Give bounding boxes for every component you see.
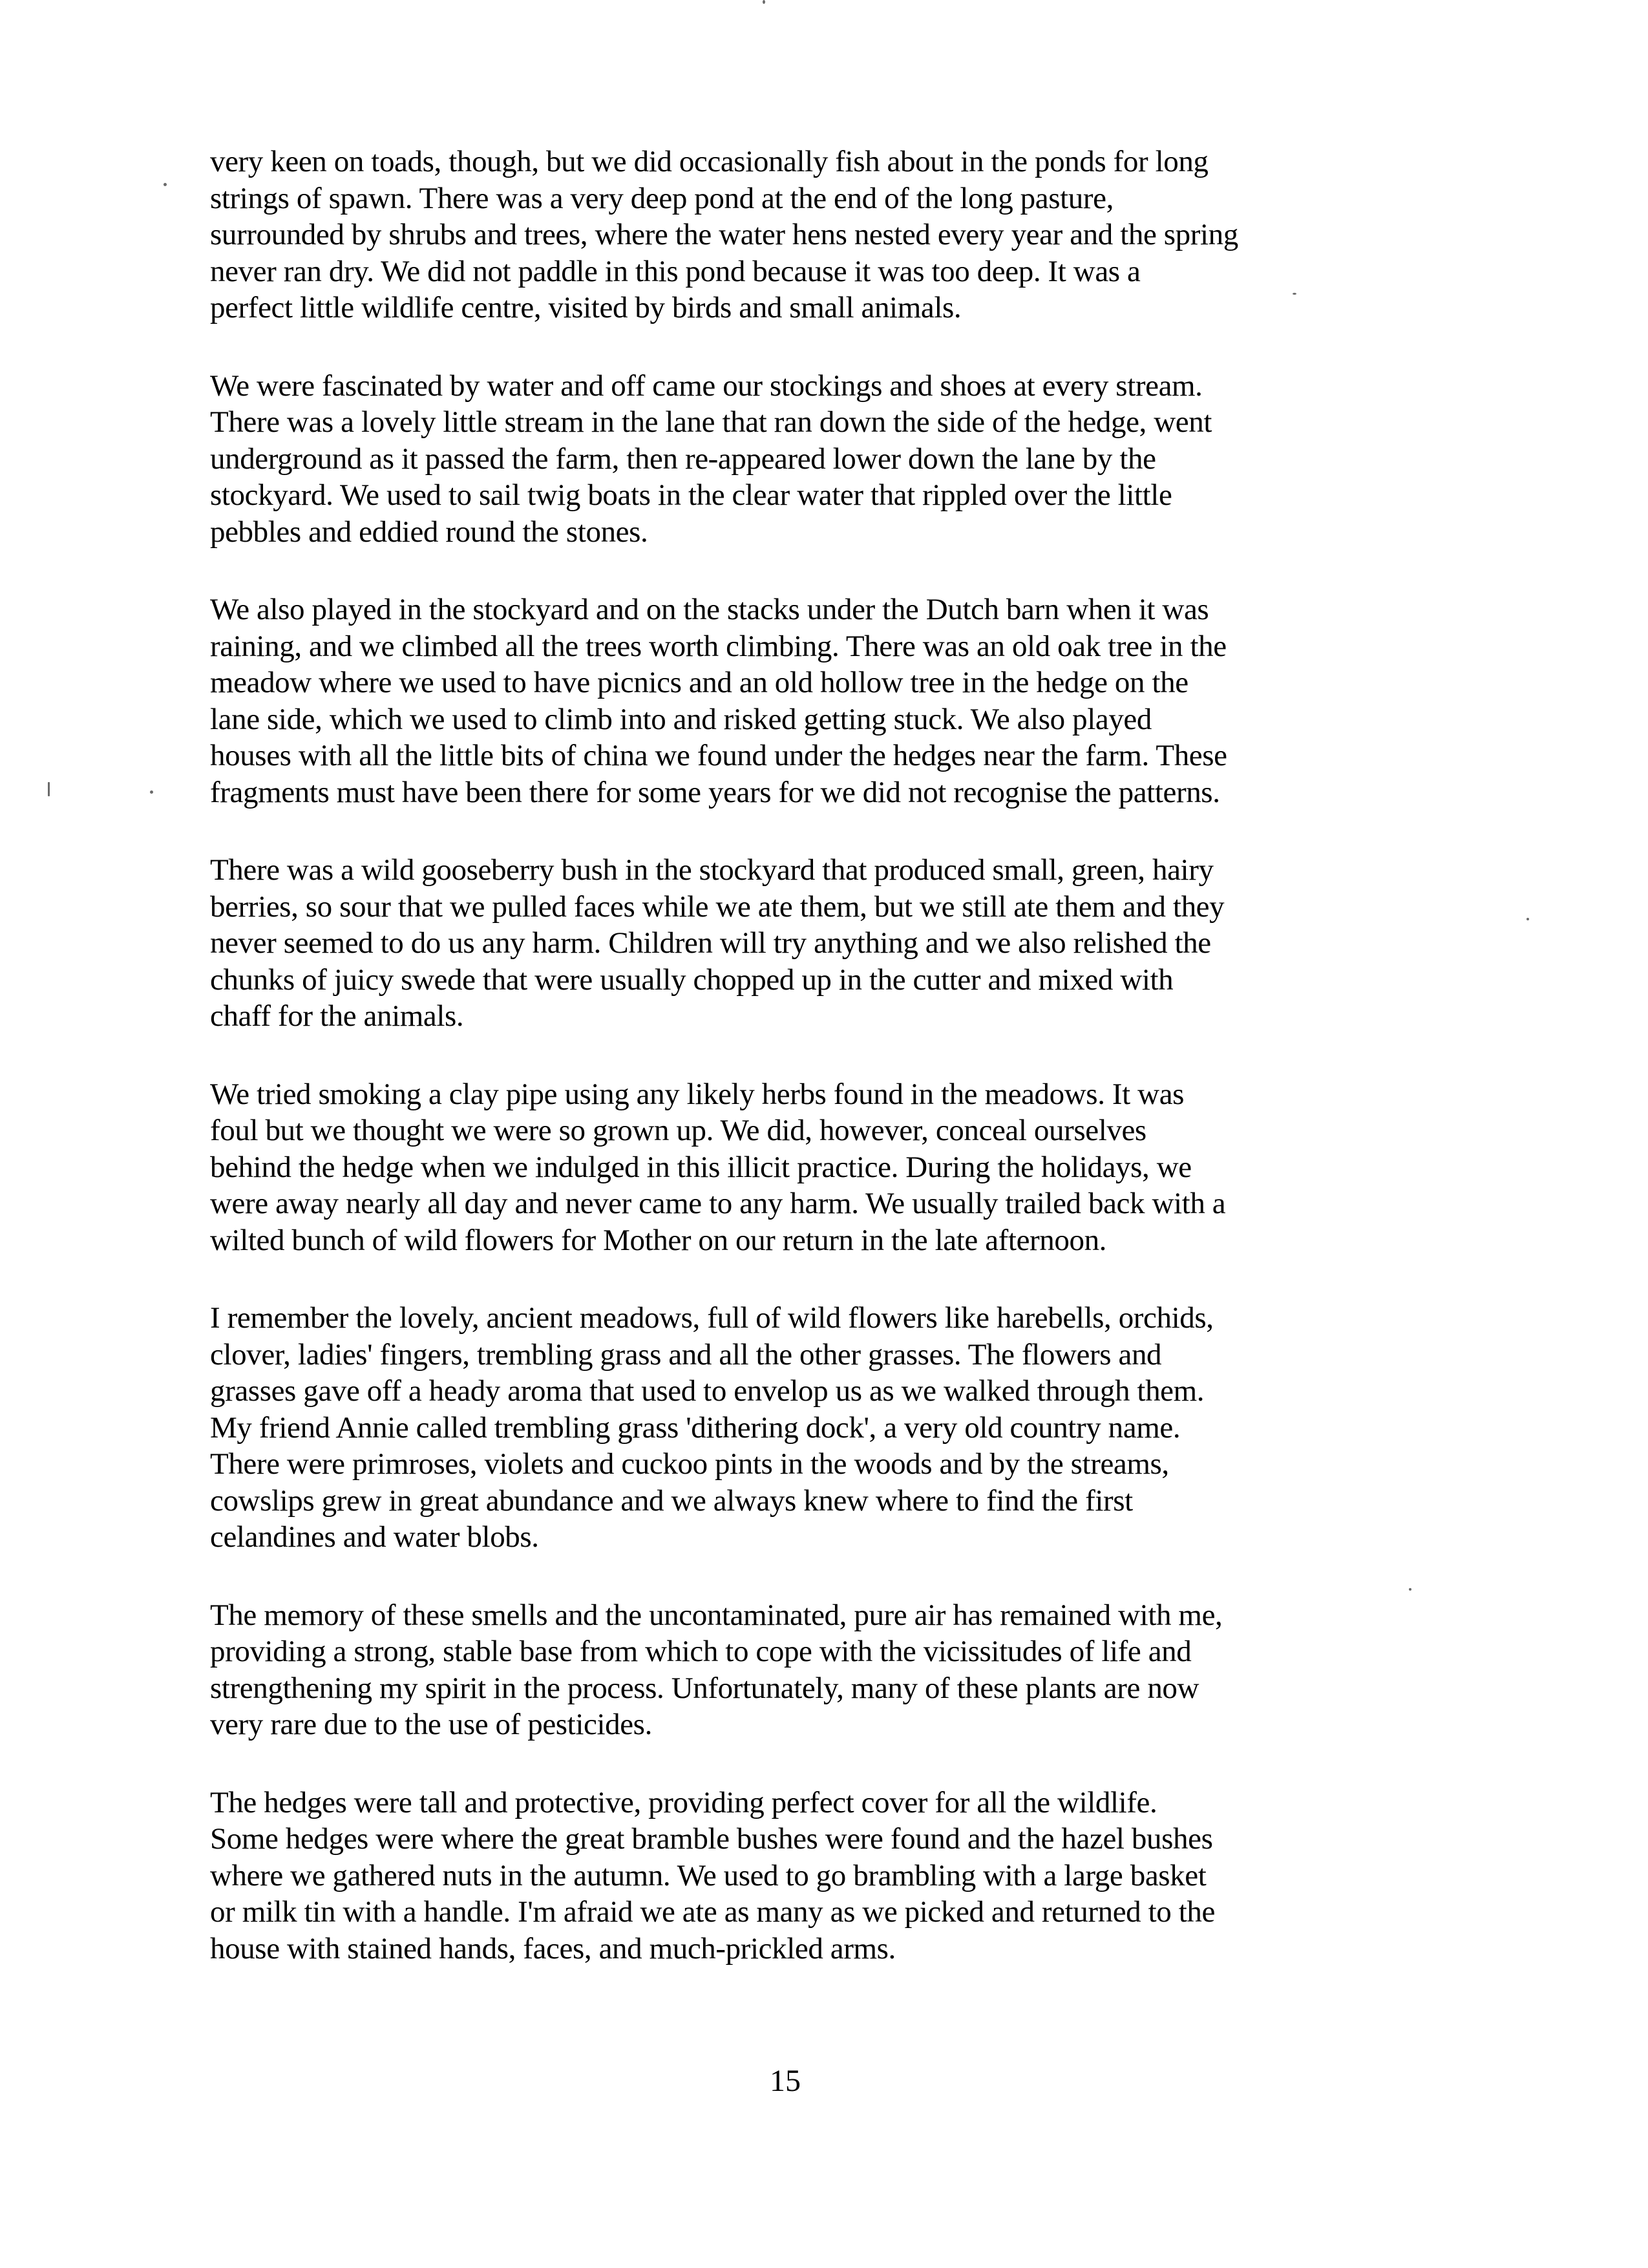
text-line: behind the hedge when we indulged in this illicit practice. During the holidays, we <box>210 1150 1192 1184</box>
paragraph-memory <box>210 1597 1399 1743</box>
scan-speck <box>1527 918 1529 920</box>
text-line: My friend Annie called trembling grass 'dithering dock', a very old country name. <box>210 1410 1181 1445</box>
scan-speck <box>1409 1588 1411 1591</box>
paragraph-ponds <box>210 143 1399 326</box>
paragraph-gooseberry <box>210 852 1399 1035</box>
text-line: The memory of these smells and the uncontaminated, pure air has remained with me, <box>210 1598 1223 1632</box>
text-line: I remember the lovely, ancient meadows, full of wild flowers like harebells, orchids, <box>210 1301 1214 1335</box>
page-number: 15 <box>770 2064 801 2098</box>
paragraph-stream <box>210 368 1399 551</box>
scan-speck <box>164 183 167 186</box>
text-line: or milk tin with a handle. I'm afraid we ate as many as we picked and returned to the <box>210 1895 1215 1929</box>
text-line: celandines and water blobs. <box>210 1520 539 1554</box>
text-line: meadow where we used to have picnics and an old hollow tree in the hedge on the <box>210 666 1188 699</box>
text-line: chunks of juicy swede that were usually chopped up in the cutter and mixed with <box>210 962 1174 997</box>
text-line: providing a strong, stable base from which to cope with the vicissitudes of life and <box>210 1635 1192 1668</box>
text-line: cowslips grew in great abundance and we always knew where to find the first <box>210 1483 1133 1518</box>
text-line: strengthening my spirit in the process. Unfortunately, many of these plants are now <box>210 1671 1199 1705</box>
text-line: There was a wild gooseberry bush in the stockyard that produced small, green, hairy <box>210 853 1214 887</box>
text-line: We also played in the stockyard and on the stacks under the Dutch barn when it was <box>210 593 1209 626</box>
paragraph-stockyard <box>210 591 1399 811</box>
text-line: where we gathered nuts in the autumn. We used to go brambling with a large basket <box>210 1858 1207 1892</box>
text-line: fragments must have been there for some years for we did not recognise the patterns. <box>210 775 1220 809</box>
text-line: The hedges were tall and protective, providing perfect cover for all the wildlife. <box>210 1785 1157 1819</box>
text-line: We were fascinated by water and off came our stockings and shoes at every stream. <box>210 368 1203 403</box>
text-line: Some hedges were where the great bramble bushes were found and the hazel bushes <box>210 1822 1213 1856</box>
scan-speck <box>48 782 50 796</box>
text-line: never seemed to do us any harm. Children will try anything and we also relished the <box>210 926 1211 960</box>
text-line: house with stained hands, faces, and much-prickled arms. <box>210 1931 896 1966</box>
text-line: very keen on toads, though, but we did occasionally fish about in the ponds for long <box>210 145 1209 178</box>
text-line: surrounded by shrubs and trees, where the water hens nested every year and the spring <box>210 218 1238 251</box>
text-line: very rare due to the use of pesticides. <box>210 1708 652 1741</box>
text-line: foul but we thought we were so grown up. We did, however, conceal ourselves <box>210 1114 1146 1147</box>
text-line: stockyard. We used to sail twig boats in the clear water that rippled over the little <box>210 478 1172 512</box>
paragraph-meadows <box>210 1300 1399 1556</box>
text-line: perfect little wildlife centre, visited by birds and small animals. <box>210 291 962 324</box>
text-line: never ran dry. We did not paddle in this pond because it was too deep. It was a <box>210 254 1141 288</box>
text-line: underground as it passed the farm, then re-appeared lower down the lane by the <box>210 441 1156 476</box>
text-line: houses with all the little bits of china we found under the hedges near the farm. These <box>210 739 1227 772</box>
text-line: wilted bunch of wild flowers for Mother on our return in the late afternoon. <box>210 1223 1107 1257</box>
text-line: strings of spawn. There was a very deep pond at the end of the long pasture, <box>210 181 1114 215</box>
text-line: lane side, which we used to climb into and risked getting stuck. We also played <box>210 702 1152 736</box>
text-line: were away nearly all day and never came to any harm. We usually trailed back with a <box>210 1187 1226 1220</box>
text-line: raining, and we climbed all the trees worth climbing. There was an old oak tree in the <box>210 629 1227 663</box>
paragraph-hedges <box>210 1785 1399 1967</box>
scan-speck <box>763 0 765 4</box>
text-line: berries, so sour that we pulled faces while we ate them, but we still ate them and they <box>210 889 1225 924</box>
scan-speck <box>150 790 153 794</box>
text-line: We tried smoking a clay pipe using any likely herbs found in the meadows. It was <box>210 1077 1185 1111</box>
text-line: There was a lovely little stream in the lane that ran down the side of the hedge, went <box>210 405 1212 439</box>
paragraph-clay-pipe <box>210 1076 1399 1259</box>
body-text <box>210 143 1399 2008</box>
text-line: clover, ladies' fingers, trembling grass and all the other grasses. The flowers and <box>210 1337 1162 1372</box>
text-line: chaff for the animals. <box>210 999 464 1033</box>
text-line: There were primroses, violets and cuckoo pints in the woods and by the streams, <box>210 1447 1169 1481</box>
text-line: grasses gave off a heady aroma that used to envelop us as we walked through them. <box>210 1374 1205 1408</box>
text-line: pebbles and eddied round the stones. <box>210 514 648 549</box>
